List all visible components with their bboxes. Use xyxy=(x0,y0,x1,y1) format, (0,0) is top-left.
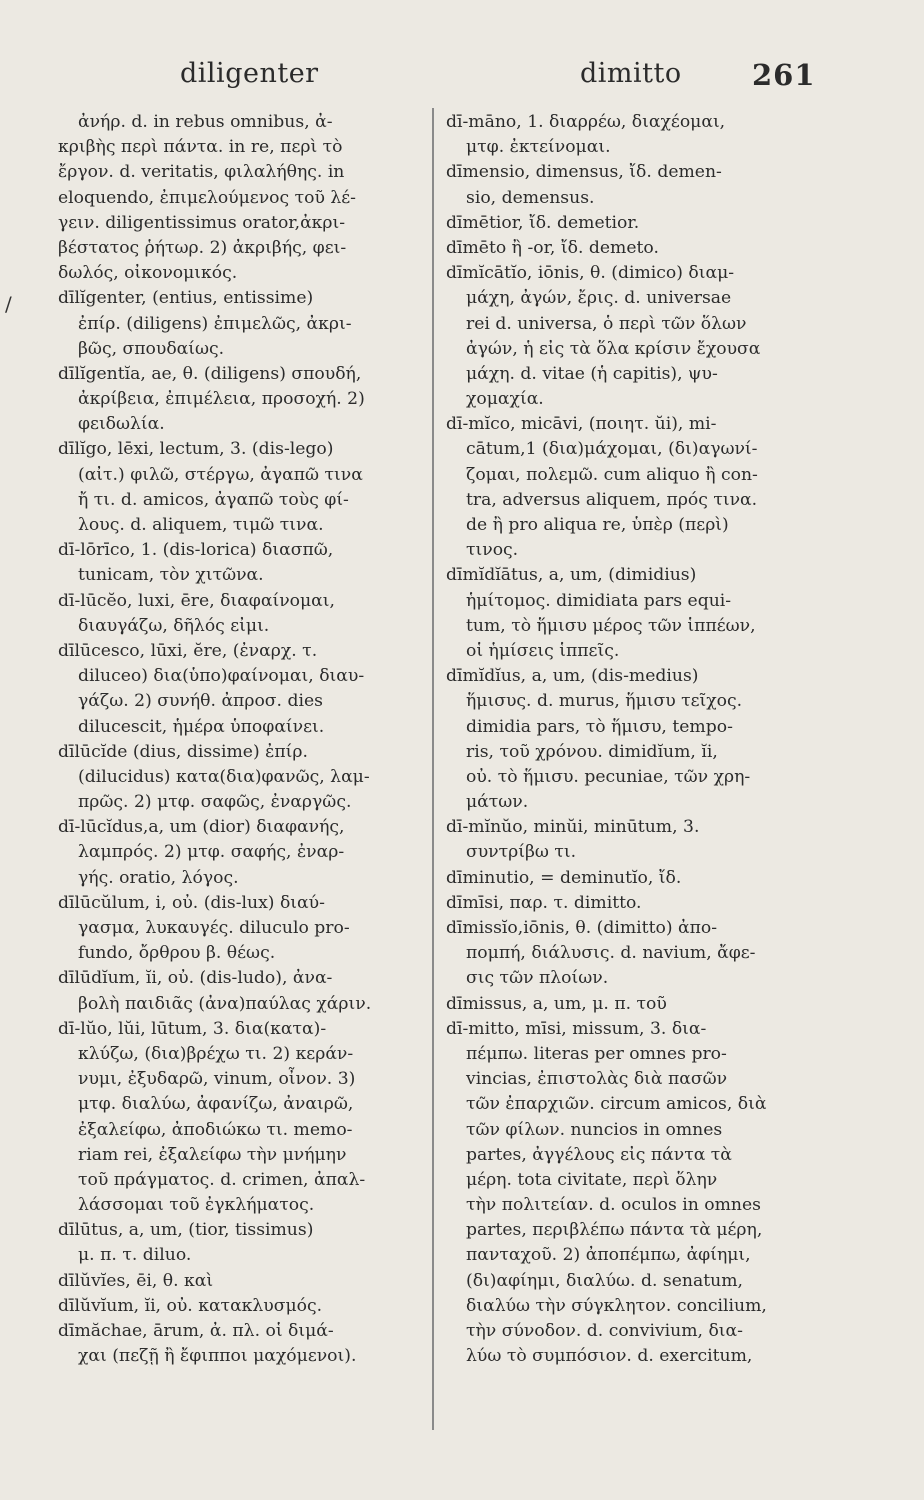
text-line: rei d. universa, ὁ περὶ τῶν ὅλων xyxy=(466,313,747,334)
text-line: dīlŭvĭum, ĭi, οὐ. κατακλυσμός. xyxy=(58,1295,323,1316)
text-line: dīmīsi, παρ. τ. dimitto. xyxy=(446,892,642,913)
text-line: τινος. xyxy=(466,540,519,561)
text-line: ζομαι, πολεμῶ. cum aliquo ἢ con- xyxy=(466,464,758,485)
text-line: dīmĭdĭus, a, um, (dis-medius) xyxy=(446,666,699,687)
text-line: dīminutio, = deminutĭo, ἴδ. xyxy=(446,867,682,888)
text-line: riam rei, ἐξαλείφω τὴν μνήμην xyxy=(78,1144,347,1165)
text-line: κριβὴς περὶ πάντα. in re, περὶ τὸ xyxy=(58,137,343,158)
text-line: τῶν ἐπαρχιῶν. circum amicos, διὰ xyxy=(466,1094,767,1115)
text-line: μτφ. ἐκτείνομαι. xyxy=(466,137,611,158)
text-line: ἔργον. d. veritatis, φιλαλήθης. in xyxy=(58,162,345,183)
text-line: σις τῶν πλοίων. xyxy=(466,968,609,989)
text-line: dilucescit, ἡμέρα ὑποφαίνει. xyxy=(78,716,325,737)
text-line: dīlūcŭlum, i, οὐ. (dis-lux) διαύ- xyxy=(58,892,325,913)
text-line: dīlūdĭum, ĭi, οὐ. (dis-ludo), ἀνα- xyxy=(58,968,333,989)
text-line: βέστατος ῥήτωρ. 2) ἀκριβής, φει- xyxy=(58,237,347,258)
text-line: λους. d. aliquem, τιμῶ τινα. xyxy=(78,515,324,535)
text-line: fundo, ὄρθρου β. θέως. xyxy=(78,943,276,964)
text-line: μτφ. διαλύω, ἀφανίζω, ἀναιρῶ, xyxy=(78,1094,354,1115)
text-line: οἱ ἡμίσεις ἱππεῖς. xyxy=(466,640,620,661)
text-line: dīlĭgenter, (entius, entissime) xyxy=(58,288,314,309)
left-column xyxy=(58,110,426,1369)
text-line: dīmēto ἢ -or, ἴδ. demeto. xyxy=(446,237,659,258)
text-line: μάχη. d. vitae (ἡ capitis), ψυ- xyxy=(466,363,718,384)
text-line: χαι (πεζῇ ἢ ἔφιπποι μαχόμενοι). xyxy=(78,1346,357,1367)
text-line: dī-lūcĕo, luxi, ēre, διαφαίνομαι, xyxy=(58,590,335,611)
text-line: vincias, ἐπιστολὰς διὰ πασῶν xyxy=(466,1069,728,1090)
text-line: (dilucidus) κατα(δια)φανῶς, λαμ- xyxy=(78,766,370,787)
text-line: γασμα, λυκαυγές. diluculo pro- xyxy=(78,918,350,938)
text-line: νυμι, ἐξυδαρῶ, vinum, οἶνον. 3) xyxy=(78,1069,356,1090)
text-line: dīlĭgentĭa, ae, θ. (diligens) σπουδή, xyxy=(58,363,362,384)
text-line: ris, τοῦ χρόνου. dimidĭum, ĭi, xyxy=(466,741,718,762)
text-line: ἤ τι. d. amicos, ἀγαπῶ τοὺς φί- xyxy=(78,489,349,510)
text-line: ἐξαλείφω, ἀποδιώκω τι. memo- xyxy=(78,1119,353,1140)
text-line: dīmissĭo,iōnis, θ. (dimitto) ἀπο- xyxy=(446,918,718,938)
text-line: χομαχία. xyxy=(466,389,544,410)
text-line: πομπή, διάλυσις. d. navium, ἄφε- xyxy=(466,943,756,964)
right-column xyxy=(446,110,886,1369)
text-line: ἐπίρ. (diligens) ἐπιμελῶς, ἀκρι- xyxy=(78,313,352,334)
text-line: dī-lōrīco, 1. (dis-lorica) διασπῶ, xyxy=(58,540,334,561)
text-line: dī-lŭo, lŭi, lūtum, 3. δια(κατα)- xyxy=(58,1018,327,1039)
text-line: γειν. diligentissimus orator,ἀκρι- xyxy=(58,212,346,233)
text-line: ἡμίτομος. dimidiata pars equi- xyxy=(466,590,732,611)
text-line: diluceo) δια(ὑπο)φαίνομαι, διαυ- xyxy=(78,666,365,687)
text-line: μέρη. tota civitate, περὶ ὅλην xyxy=(466,1169,718,1190)
text-line: tunicam, τὸν χιτῶνα. xyxy=(78,565,264,586)
text-line: dī-mĭnŭo, minŭi, minūtum, 3. xyxy=(446,817,700,838)
text-line: dī-mitto, mīsi, missum, 3. δια- xyxy=(446,1018,707,1039)
text-line: λύω τὸ συμπόσιον. d. exercitum, xyxy=(466,1346,753,1367)
text-line: tum, τὸ ἥμισυ μέρος τῶν ἱππέων, xyxy=(466,615,756,636)
text-line: πανταχοῦ. 2) ἀποπέμπω, ἀφίημι, xyxy=(466,1245,751,1266)
text-line: ἥμισυς. d. murus, ἥμισυ τεῖχος. xyxy=(466,691,743,712)
text-line: τὴν σύνοδον. d. convivium, δια- xyxy=(466,1321,743,1341)
text-line: οὐ. τὸ ἥμισυ. pecuniae, τῶν χρη- xyxy=(466,766,751,787)
text-line: eloquendo, ἐπιμελούμενος τοῦ λέ- xyxy=(58,187,356,208)
text-line: dīlūtus, a, um, (tior, tissimus) xyxy=(58,1220,314,1241)
text-line: βολὴ παιδιᾶς (ἀνα)παύλας χάριν. xyxy=(78,993,372,1014)
text-line: τῶν φίλων. nuncios in omnes xyxy=(466,1119,723,1140)
text-line: μ. π. τ. diluo. xyxy=(78,1245,192,1266)
text-line: dīmētior, ἴδ. demetior. xyxy=(446,212,640,233)
text-line: ἀγών, ἡ εἰς τὰ ὅλα κρίσιν ἔχουσα xyxy=(466,338,761,359)
text-line: dī-mĭco, micāvi, (ποιητ. ŭi), mi- xyxy=(446,414,717,435)
text-line: dīlūcĭde (dius, dissime) ἐπίρ. xyxy=(58,741,308,762)
text-line: ἀνήρ. d. in rebus omnibus, ἀ- xyxy=(78,112,333,132)
page-number: 261 xyxy=(752,58,816,92)
header-last-word: dimitto xyxy=(580,58,682,89)
column-divider xyxy=(432,108,434,1430)
text-line: γάζω. 2) συνήθ. ἀπροσ. dies xyxy=(78,691,323,712)
text-line: διαυγάζω, δῆλός εἰμι. xyxy=(78,615,270,636)
text-line: φειδωλία. xyxy=(78,414,165,435)
text-line: δωλός, οἰκονομικός. xyxy=(58,263,238,284)
text-line: dīmissus, a, um, μ. π. τοῦ xyxy=(446,993,667,1014)
text-line: dimidia pars, τὸ ἥμισυ, tempo- xyxy=(466,716,733,737)
text-line: de ἢ pro aliqua re, ὑπὲρ (περὶ) xyxy=(466,515,729,535)
text-line: dīmăchae, ārum, ἀ. πλ. οἱ διμά- xyxy=(58,1321,334,1341)
text-line: dīmĭcātĭo, iōnis, θ. (dimico) διαμ- xyxy=(446,263,735,284)
text-line: (αἰτ.) φιλῶ, στέργω, ἀγαπῶ τινα xyxy=(78,464,363,485)
text-line: πέμπω. literas per omnes pro- xyxy=(466,1043,727,1064)
text-line: sio, demensus. xyxy=(466,187,595,208)
text-line: dīmensio, dimensus, ἴδ. demen- xyxy=(446,162,722,183)
text-line: λάσσομαι τοῦ ἐγκλήματος. xyxy=(78,1195,315,1216)
text-line: dī-lūcĭdus,a, um (dior) διαφανής, xyxy=(58,817,345,838)
text-line: dīlŭvĭes, ēi, θ. καὶ xyxy=(58,1270,214,1291)
text-line: τοῦ πράγματος. d. crimen, ἀπαλ- xyxy=(78,1169,366,1190)
margin-mark: / xyxy=(5,292,12,316)
text-line: διαλύω τὴν σύγκλητον. concilium, xyxy=(466,1295,767,1316)
text-line: κλύζω, (δια)βρέχω τι. 2) κεράν- xyxy=(78,1043,354,1064)
text-line: μάτων. xyxy=(466,792,529,813)
text-line: ἀκρίβεια, ἐπιμέλεια, προσοχή. 2) xyxy=(78,389,365,410)
text-line: cātum,1 (δια)μάχομαι, (δι)αγωνί- xyxy=(466,439,758,460)
text-line: partes, ἀγγέλους εἰς πάντα τὰ xyxy=(466,1144,732,1165)
text-line: dī-māno, 1. διαρρέω, διαχέομαι, xyxy=(446,112,726,132)
text-line: (δι)αφίημι, διαλύω. d. senatum, xyxy=(466,1270,743,1291)
text-line: tra, adversus aliquem, πρός τινα. xyxy=(466,489,758,510)
text-line: πρῶς. 2) μτφ. σαφῶς, ἐναργῶς. xyxy=(78,792,352,813)
text-line: dīmĭdĭātus, a, um, (dimidius) xyxy=(446,565,697,586)
text-line: λαμπρός. 2) μτφ. σαφής, ἐναρ- xyxy=(78,842,345,863)
text-line: partes, περιβλέπω πάντα τὰ μέρη, xyxy=(466,1220,763,1241)
text-line: συντρίβω τι. xyxy=(466,842,577,863)
text-line: βῶς, σπουδαίως. xyxy=(78,338,225,359)
header-first-word: diligenter xyxy=(180,58,319,89)
text-line: dīlĭgo, lēxi, lectum, 3. (dis-lego) xyxy=(58,439,334,460)
text-line: μάχη, ἀγών, ἔρις. d. universae xyxy=(466,288,732,309)
text-line: dīlūcesco, lūxi, ĕre, (ἐναρχ. τ. xyxy=(58,640,318,661)
text-line: τὴν πολιτείαν. d. oculos in omnes xyxy=(466,1195,761,1216)
text-line: γής. oratio, λόγος. xyxy=(78,867,239,888)
running-header xyxy=(0,58,924,98)
